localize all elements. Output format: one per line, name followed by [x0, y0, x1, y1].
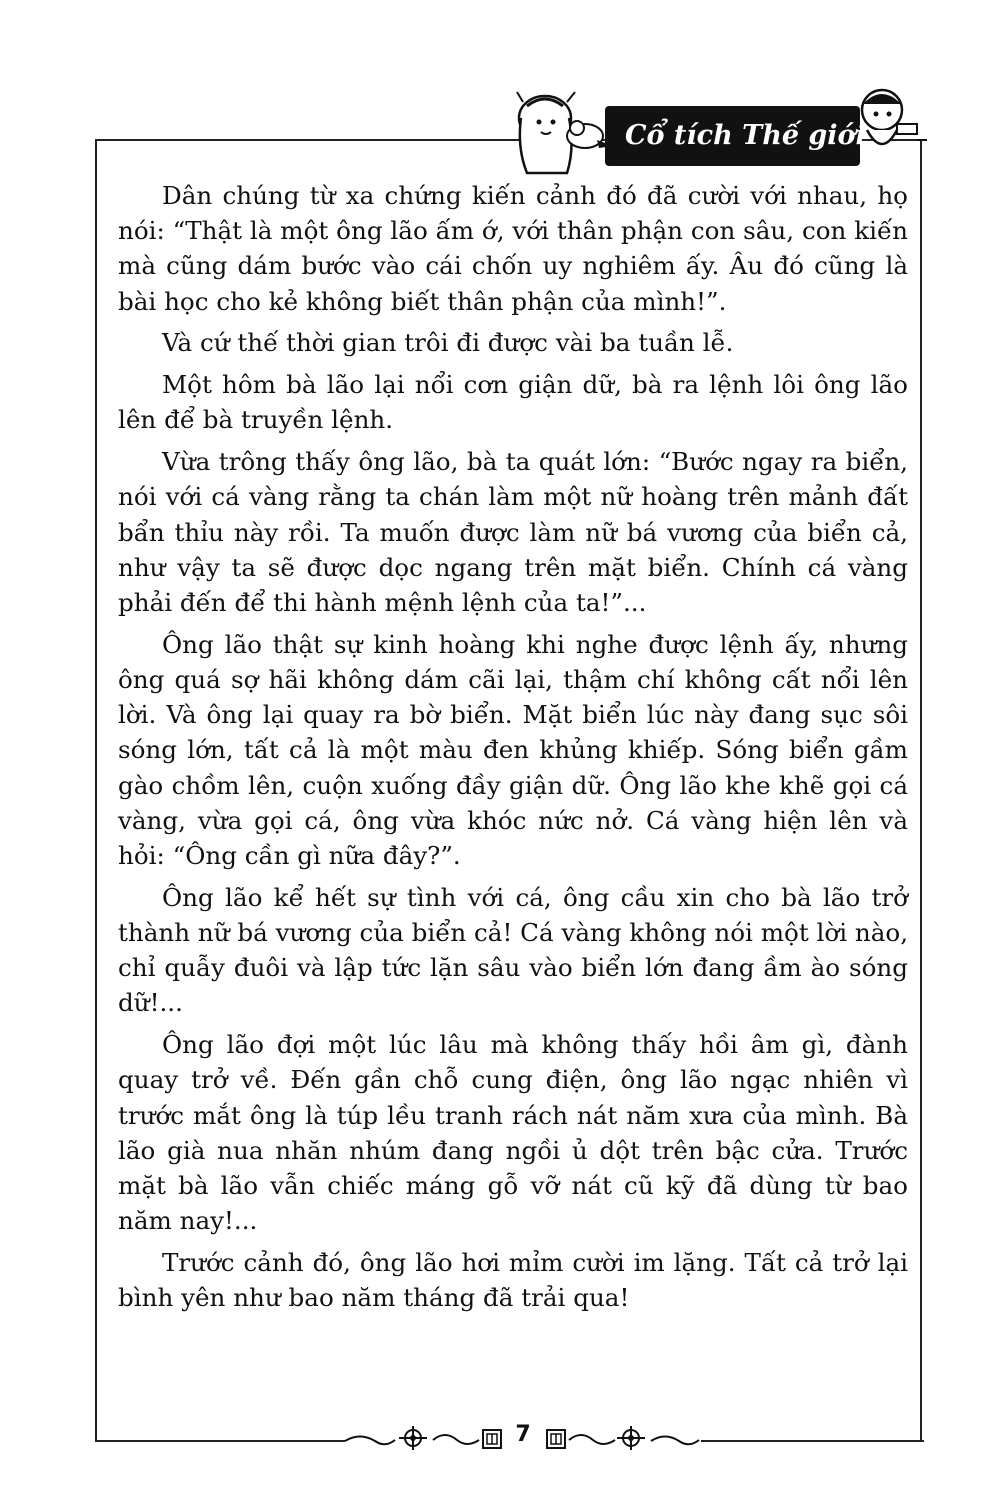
paragraph: Dân chúng từ xa chứng kiến cảnh đó đã cười với nhau, họ nói: “Thật là một ông lão ấm ớ, với thân phận con sâu, con kiến mà cũng dám bước vào cái chốn uy nghiêm ấy. Âu đó cũng là bài học cho kẻ không biết thân phận của mình!”. [118, 181, 908, 316]
paragraph: Và cứ thế thời gian trôi đi được vài ba tuần lễ. [162, 328, 734, 358]
series-header-banner [497, 88, 927, 178]
page-footer [95, 1418, 924, 1458]
page-number: 7 [515, 1422, 531, 1447]
boy-illustration [497, 88, 927, 178]
paragraph: Ông lão kể hết sự tình với cá, ông cầu xin cho bà lão trở thành nữ bá vương của biển cả! Cá vàng không nói một lời nào, chỉ quẫy đuôi và lập tức lặn sâu vào biển lớn đang ầm ào sóng dữ!... [118, 882, 909, 1018]
paragraph: Ông lão đợi một lúc lâu mà không thấy hồi âm gì, đành quay trở về. Đến gần chỗ cung điện, ông lão ngạc nhiên vì trước mắt ông là túp lều tranh rách nát năm xưa của mình. Bà lão già nua nhăn nhúm đang ngồi ủ dột trên bậc cửa. Trước mặt bà lão vẫn chiếc máng gỗ vỡ nát cũ kỹ đã dùng từ bao năm nay!... [118, 1030, 908, 1236]
paragraph: Trước cảnh đó, ông lão hơi mỉm cười im lặng. Tất cả trở lại bình yên như bao năm tháng đã trải qua! [118, 1248, 908, 1313]
series-title: Cổ tích Thế giới [625, 120, 866, 151]
paragraph: Một hôm bà lão lại nổi cơn giận dữ, bà ra lệnh lôi ông lão lên để bà truyền lệnh. [118, 370, 908, 435]
footer-rule-right [701, 1440, 924, 1442]
paragraph: Ông lão thật sự kinh hoàng khi nghe được lệnh ấy, nhưng ông quá sợ hãi không dám cãi lại, thậm chí không cất nổi lên lời. Và ông lại quay ra bờ biển. Mặt biển lúc này đang sục sôi sóng lớn, tất cả là một màu đen khủng khiếp. Sóng biển gầm gào chồm lên, cuộn xuống đầy giận dữ. Ông lão khe khẽ gọi cá vàng, vừa gọi cá, ông vừa khóc nức nở. Cá vàng hiện lên và hỏi: “Ông cần gì nữa đây?”. [118, 629, 908, 871]
story-text [118, 178, 908, 1322]
paragraph: Vừa trông thấy ông lão, bà ta quát lớn: “Bước ngay ra biển, nói với cá vàng rằng ta chán làm một nữ hoàng trên mảnh đất bẩn thỉu này rồi. Ta muốn được làm nữ bá vương của biển cả, như vậy ta sẽ được dọc ngang trên mặt biển. Chính cá vàng phải đến để thi hành mệnh lệnh của ta!”... [118, 447, 908, 618]
